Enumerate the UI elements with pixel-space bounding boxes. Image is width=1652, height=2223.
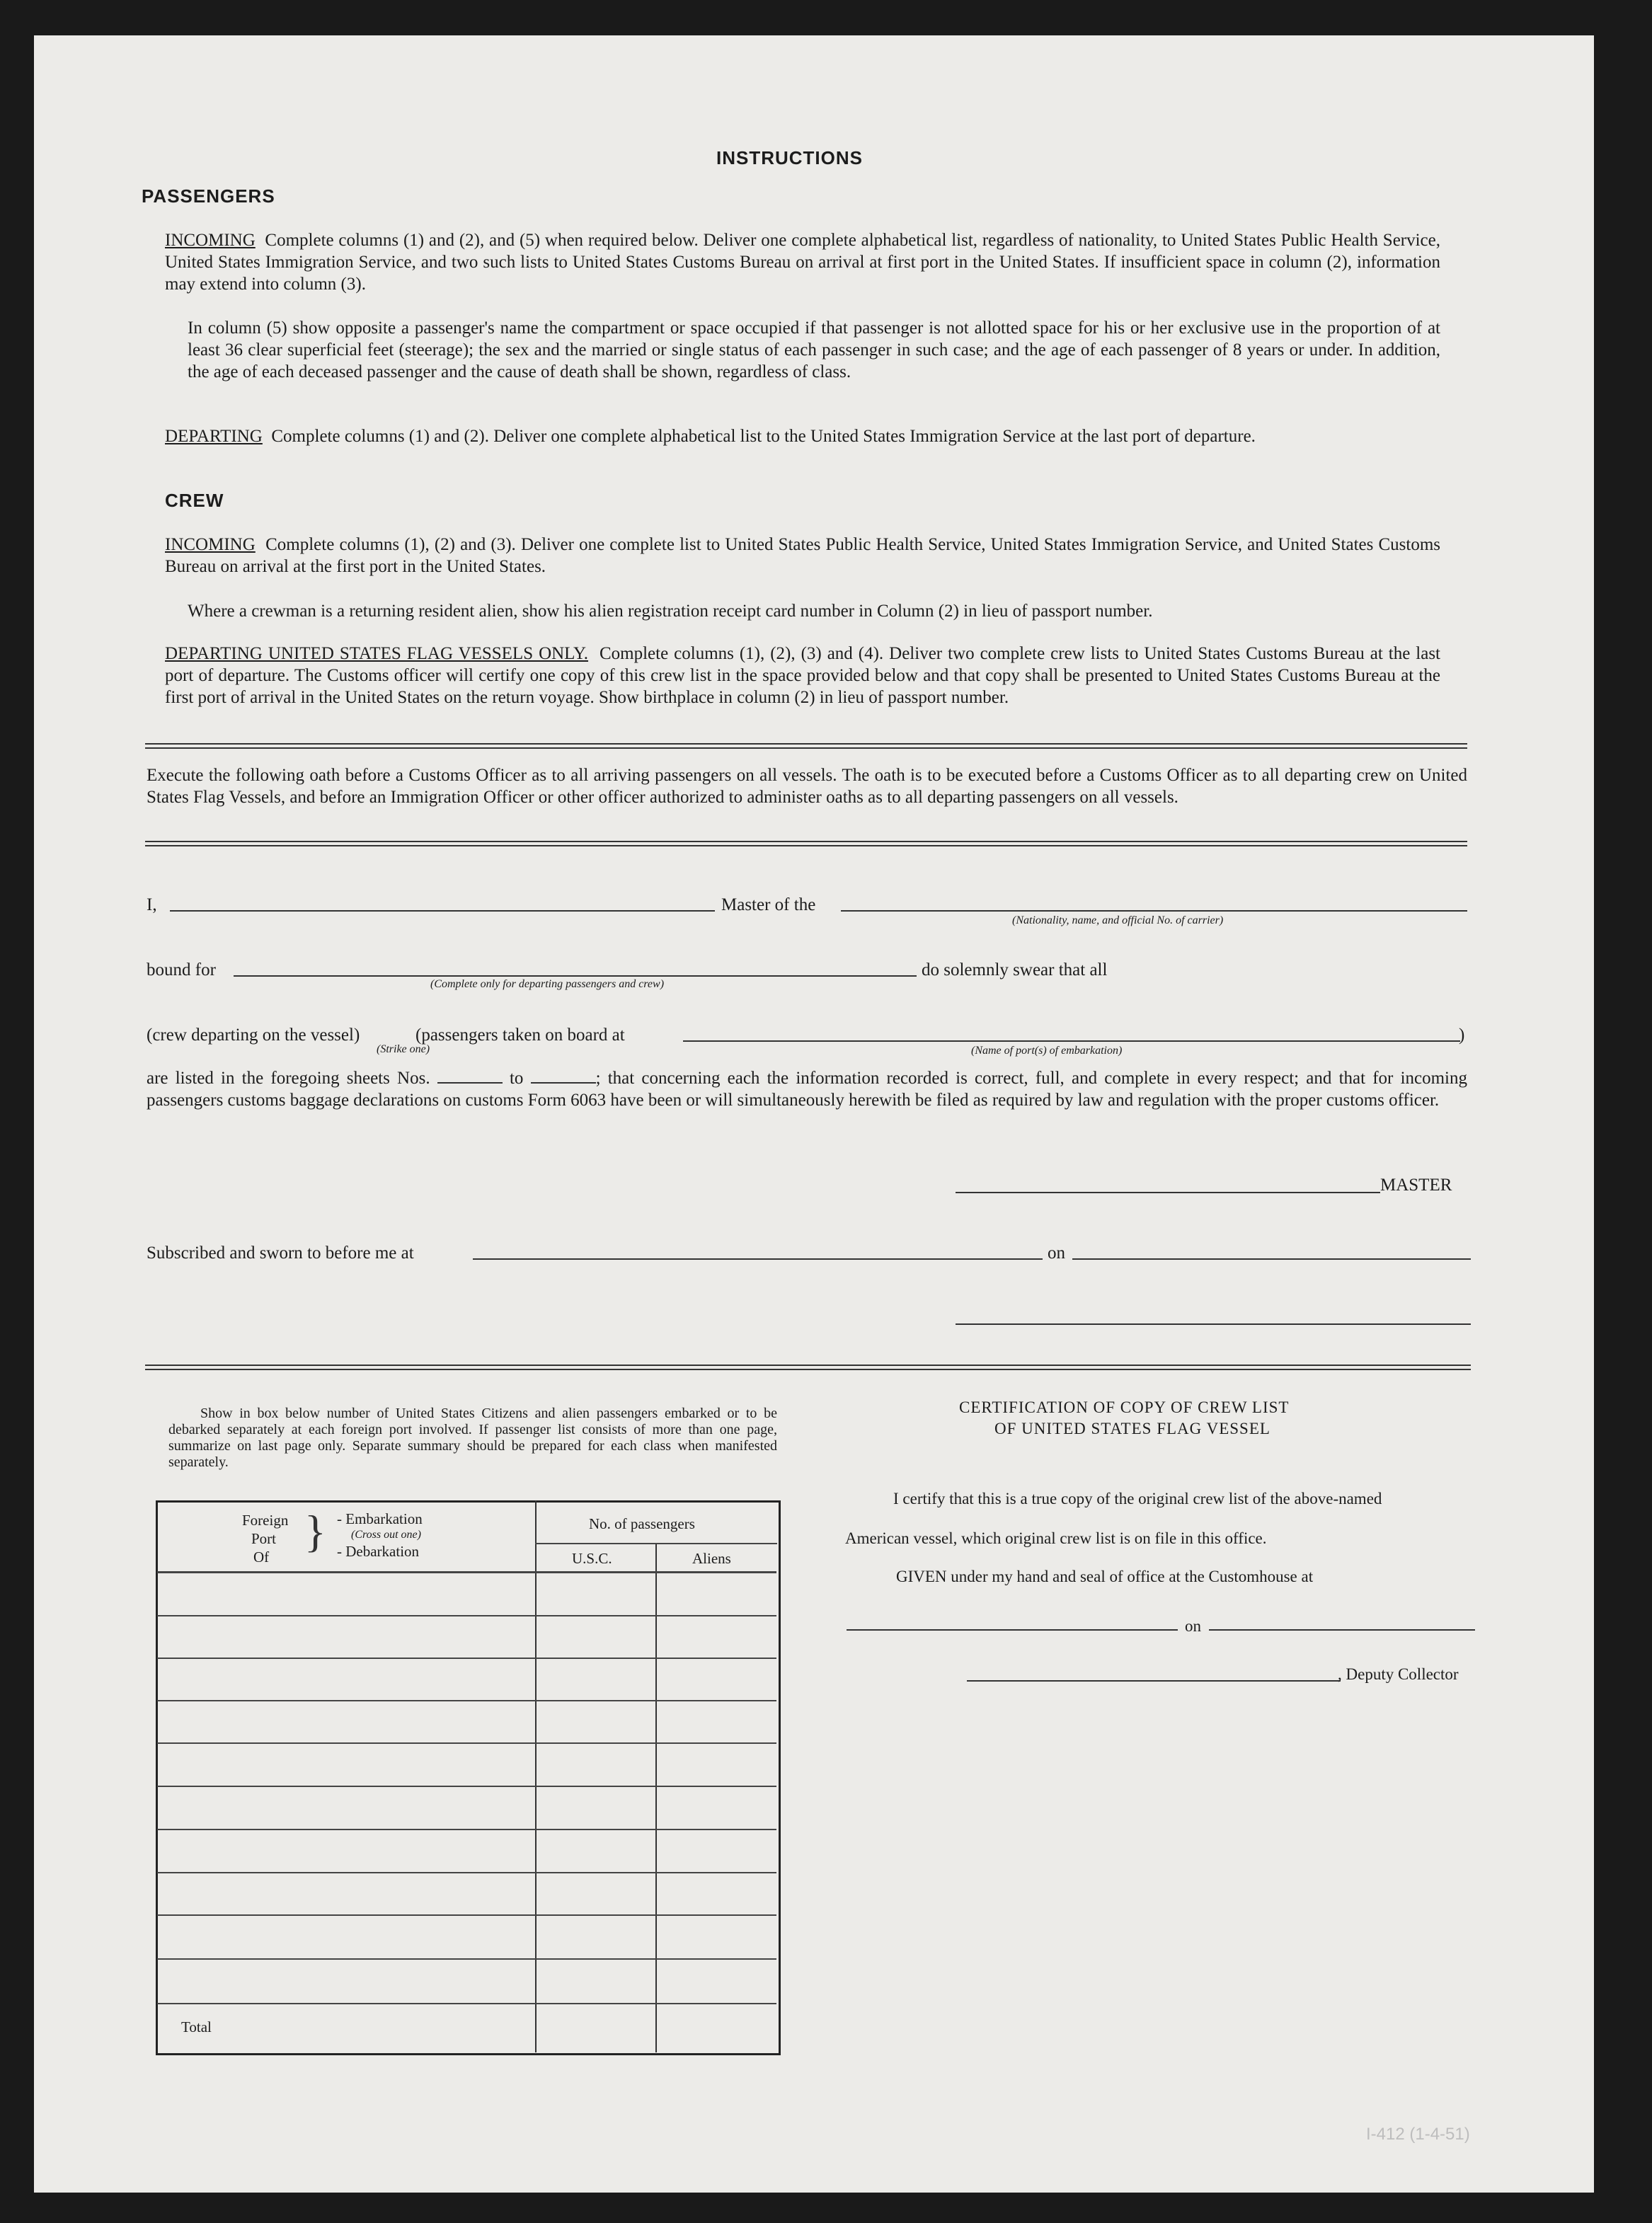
listed-prefix: are listed in the foregoing sheets Nos. — [147, 1069, 430, 1088]
passengers-taken-label: (passengers taken on board at — [415, 1026, 625, 1045]
table-row — [157, 1742, 776, 1744]
swear-label: do solemnly swear that all — [922, 960, 1108, 980]
strike-one-caption: (Strike one) — [377, 1043, 430, 1055]
departing-label: DEPARTING — [165, 427, 263, 446]
sheet-to-field[interactable] — [531, 1069, 596, 1084]
certification-on-label: on — [1185, 1617, 1201, 1635]
column5-paragraph: In column (5) show opposite a passenger's name the compartment or space occupied if that passenger is not allotted space for his or her exclusive use in the proportion of at least 36 clear superficial feet (steerage); the sex and the married or single status of each passenger in such case; and the age of each passenger of 8 years or under. In addition, the age of each deceased passenger and the cause of death shall be shown, regardless of class. — [188, 318, 1440, 381]
aliens-header: Aliens — [692, 1550, 731, 1567]
flag-vessels-label: DEPARTING UNITED STATES FLAG VESSELS ONLY. — [165, 644, 589, 663]
table-row — [157, 1958, 776, 1960]
embarkation-port-field[interactable] — [683, 1040, 1460, 1042]
listed-paragraph — [147, 1067, 1467, 1111]
crewman-paragraph: Where a crewman is a returning resident alien, show his alien registration receipt card number in Column (2) in lieu of passport number. — [188, 602, 1153, 621]
certification-title-1: CERTIFICATION OF COPY OF CREW LIST — [959, 1398, 1290, 1416]
no-of-passengers-header: No. of passengers — [589, 1515, 695, 1532]
sheet-from-field[interactable] — [437, 1069, 503, 1084]
double-rule — [145, 841, 1467, 846]
to-label: to — [509, 1069, 524, 1088]
on-label: on — [1048, 1243, 1065, 1263]
bound-for-caption: (Complete only for departing passengers and crew) — [430, 978, 665, 990]
table-row — [157, 1700, 776, 1701]
table-row — [157, 2003, 776, 2004]
master-signature-field[interactable] — [956, 1192, 1380, 1193]
incoming-text: Complete columns (1) and (2), and (5) when required below. Deliver one complete alphabetical list, regardless of nationality, to United States Public Health Service, United States Immigration Service, and two such lists to United States Customs Bureau on arrival at first port in the United States. If insufficient space in column (2), information may extend into column (3). — [165, 231, 1440, 294]
cross-out-caption: (Cross out one) — [351, 1529, 421, 1541]
subscribed-label: Subscribed and sworn to before me at — [147, 1243, 414, 1263]
certify-line-1: I certify that this is a true copy of the original crew list of the above-named — [893, 1490, 1382, 1507]
given-line: GIVEN under my hand and seal of office at the Customhouse at — [896, 1568, 1314, 1585]
table-divider — [535, 1543, 777, 1544]
incoming-label: INCOMING — [165, 231, 256, 250]
departing-paragraph — [165, 425, 1440, 447]
table-row — [157, 1615, 776, 1616]
flag-vessels-paragraph — [165, 643, 1440, 708]
crew-incoming-label: INCOMING — [165, 535, 256, 554]
crew-departing-label: (crew departing on the vessel) — [147, 1026, 360, 1045]
crew-heading: CREW — [165, 490, 224, 511]
table-divider — [655, 1543, 657, 2052]
deputy-signature-field[interactable] — [967, 1680, 1341, 1682]
table-row — [157, 1872, 776, 1873]
passengers-heading: PASSENGERS — [142, 185, 275, 207]
total-label: Total — [181, 2018, 212, 2035]
certification-date-field[interactable] — [1209, 1629, 1475, 1631]
port-caption: (Name of port(s) of embarkation) — [971, 1045, 1123, 1057]
summary-note: Show in box below number of United States Citizens and alien passengers embarked or to be debarked separately at each foreign port involved. If passenger list consists of more than one page, summarize on last page only. Separate summary should be prepared for each class when manifested separately. — [168, 1406, 777, 1470]
double-rule — [145, 1365, 1471, 1370]
oath-intro: Execute the following oath before a Customs Officer as to all arriving passengers on all vessels. The oath is to be executed before a Customs Officer as to all departing crew on United States Flag Vessels, and before an Immigration Officer or other officer authorized to administer oaths as to all departing passengers on all vessels. — [147, 766, 1467, 807]
subscribed-place-field[interactable] — [473, 1258, 1043, 1260]
table-row — [157, 1658, 776, 1659]
deputy-collector-label: , Deputy Collector — [1338, 1665, 1459, 1683]
master-of-the-label: Master of the — [721, 895, 816, 914]
subscribed-date-field[interactable] — [1072, 1258, 1471, 1260]
bound-for-field[interactable] — [234, 975, 917, 977]
port-label: Port — [251, 1530, 277, 1547]
listed-rest: ; that concerning each the information recorded is correct, full, and complete in every respect; and that for incoming passengers customs baggage declarations on customs Form 6063 have been or will simultaneously herewith be filed as required by law and regulation with the proper customs officer. — [147, 1069, 1468, 1110]
certify-line-2: American vessel, which original crew list is on file in this office. — [845, 1529, 1267, 1547]
debarkation-label: - Debarkation — [337, 1543, 420, 1560]
master-label: MASTER — [1380, 1176, 1452, 1195]
table-row — [157, 1829, 776, 1830]
form-number-mark: I-412 (1-4-51) — [1366, 2125, 1470, 2144]
crew-incoming-paragraph — [165, 534, 1440, 578]
passenger-summary-table — [156, 1500, 781, 2055]
foreign-label: Foreign — [242, 1512, 289, 1529]
departing-text: Complete columns (1) and (2). Deliver one complete alphabetical list to the United States Immigration Service at the last port of departure. — [271, 427, 1256, 446]
close-paren: ) — [1459, 1026, 1465, 1045]
incoming-passengers-paragraph — [165, 229, 1440, 295]
bound-for-label: bound for — [147, 960, 216, 980]
header-rule — [157, 1571, 776, 1573]
instructions-title: INSTRUCTIONS — [716, 147, 863, 168]
double-rule — [145, 743, 1467, 749]
of-label: Of — [253, 1549, 270, 1566]
officer-signature-field[interactable] — [956, 1323, 1471, 1325]
table-divider — [535, 1500, 537, 2052]
brace-glyph: } — [304, 1506, 326, 1556]
table-row — [157, 1786, 776, 1787]
embarkation-label: - Embarkation — [337, 1510, 423, 1527]
flag-vessels-text: Complete columns (1), (2), (3) and (4). Deliver two complete crew lists to United States Customs Bureau at the last port of departure. The Customs officer will certify one copy of this crew list in the space provided below and that copy shall be presented to United States Customs Bureau at the first port of arrival in the United States on the return voyage. Show birthplace in column (2) in lieu of passport number. — [165, 644, 1440, 707]
master-name-field[interactable] — [170, 910, 715, 912]
carrier-field[interactable] — [841, 910, 1467, 912]
customhouse-field[interactable] — [847, 1629, 1178, 1631]
i-label: I, — [147, 895, 157, 914]
table-row — [157, 1914, 776, 1916]
crew-incoming-text: Complete columns (1), (2) and (3). Deliver one complete list to United States Public Health Service, United States Immigration Service, and United States Customs Bureau on arrival at the first port in the United States. — [165, 535, 1441, 576]
usc-header: U.S.C. — [572, 1550, 612, 1567]
certification-title-2: OF UNITED STATES FLAG VESSEL — [994, 1420, 1270, 1437]
carrier-caption: (Nationality, name, and official No. of carrier) — [1012, 914, 1224, 926]
